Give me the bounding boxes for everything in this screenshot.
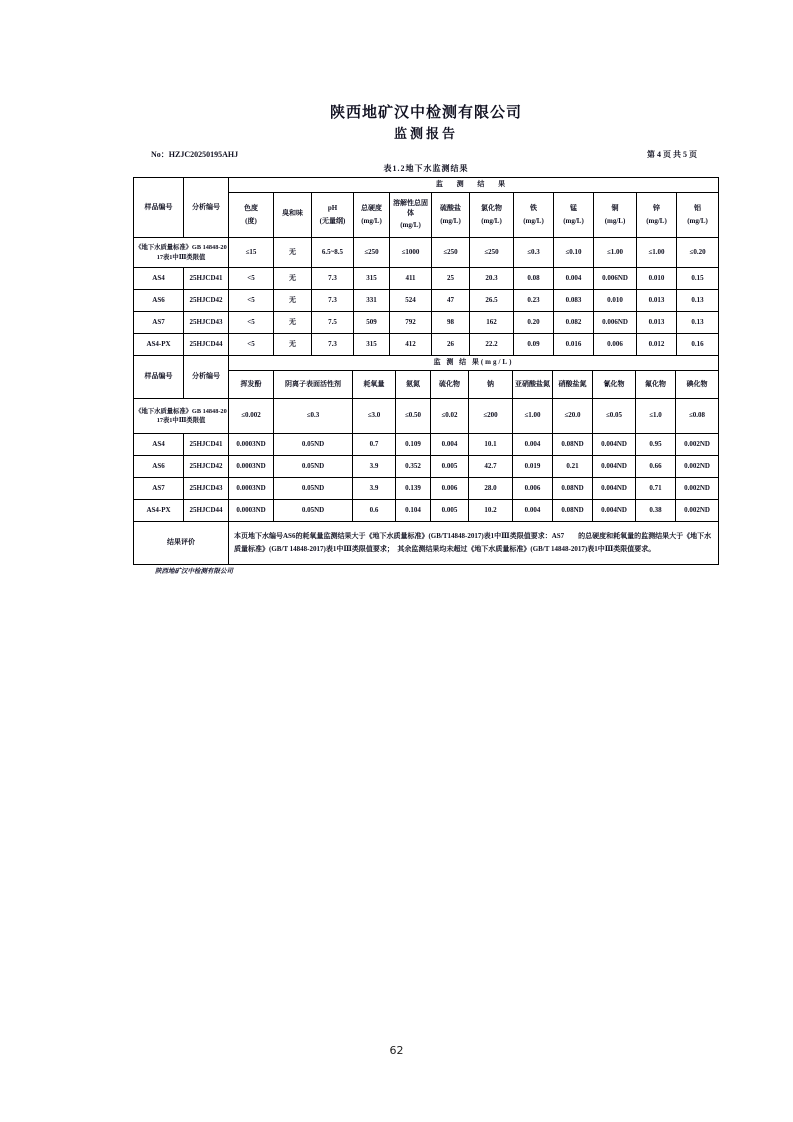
sample-id-cell: AS7: [134, 478, 184, 500]
value-cell: 0.104: [396, 500, 431, 522]
table-row: [134, 478, 719, 500]
value-cell: 0.21: [553, 456, 593, 478]
column-header-cell: 氟化物: [636, 371, 676, 399]
column-name: 硫酸盐: [440, 203, 461, 212]
value-cell: 25: [432, 268, 470, 290]
column-name: 氯化物: [481, 203, 502, 212]
value-cell: 20.3: [470, 268, 514, 290]
analysis-id-cell: 25HJCD41: [184, 268, 229, 290]
limit-value-cell: ≤1000: [390, 238, 432, 268]
table-row: [134, 290, 719, 312]
value-cell: 0.09: [514, 334, 554, 356]
value-cell: 47: [432, 290, 470, 312]
column-header-cell: 钠: [469, 371, 513, 399]
value-cell: 10.1: [469, 434, 513, 456]
analysis-id-header: 分析编号: [184, 356, 229, 399]
value-cell: 315: [354, 268, 390, 290]
company-stamp-note: 陕西地矿汉中检测有限公司: [155, 568, 233, 575]
limit-value-cell: ≤20.0: [553, 399, 593, 434]
column-unit: (mg/L): [361, 216, 382, 225]
value-cell: 0.38: [636, 500, 676, 522]
value-cell: 0.006ND: [594, 268, 637, 290]
limit-value-cell: ≤0.3: [274, 399, 353, 434]
value-cell: 0.13: [677, 312, 719, 334]
limit-row: [134, 238, 719, 268]
value-cell: 0.15: [677, 268, 719, 290]
column-unit: (mg/L): [646, 216, 667, 225]
column-header-cell: [514, 193, 554, 238]
value-cell: 0.0003ND: [229, 500, 274, 522]
value-cell: 22.2: [470, 334, 514, 356]
value-cell: 0.08ND: [553, 500, 593, 522]
analysis-id-cell: 25HJCD44: [184, 500, 229, 522]
column-name: 臭和味: [282, 208, 303, 217]
value-cell: 0.006: [594, 334, 637, 356]
column-unit: (mg/L): [563, 216, 584, 225]
value-cell: <5: [229, 312, 274, 334]
column-header-cell: [432, 193, 470, 238]
sample-id-cell: AS4-PX: [134, 500, 184, 522]
groundwater-table-1: [133, 177, 719, 356]
value-cell: 0.002ND: [676, 500, 719, 522]
table-caption: 表1.2地下水监测结果: [383, 164, 469, 173]
value-cell: 0.23: [514, 290, 554, 312]
evaluation-text: 本页地下水编号AS6的耗氧量监测结果大于《地下水质量标准》(GB/T14848-2017)表1中Ⅲ类限值要求：AS7 的总硬度和耗氧量的监测结果大于《地下水质量标准》(GB/T 14848-2017)表1中Ⅲ类限值要求； 其余监测结果均未超过《地下水质量标准》(GB/T 14848-2017)表1中Ⅲ类限值要求。: [229, 522, 719, 565]
limit-value-cell: 无: [274, 238, 312, 268]
value-cell: 0.004ND: [593, 456, 636, 478]
column-header-cell: [354, 193, 390, 238]
limit-value-cell: ≤1.00: [637, 238, 677, 268]
value-cell: <5: [229, 334, 274, 356]
value-cell: 0.013: [637, 312, 677, 334]
column-name: 色度: [244, 203, 258, 212]
limit-value-cell: ≤1.00: [513, 399, 553, 434]
value-cell: 0.012: [637, 334, 677, 356]
limit-value-cell: ≤0.02: [431, 399, 469, 434]
column-name: pH: [327, 203, 338, 212]
value-cell: 0.08ND: [553, 434, 593, 456]
column-header-cell: [554, 193, 594, 238]
limit-value-cell: ≤3.0: [353, 399, 396, 434]
value-cell: 0.006: [431, 478, 469, 500]
company-title: 陕西地矿汉中检测有限公司: [329, 105, 522, 121]
limit-value-cell: 6.5~8.5: [312, 238, 354, 268]
table-row: [134, 456, 719, 478]
value-cell: 0.019: [513, 456, 553, 478]
limit-value-cell: ≤0.50: [396, 399, 431, 434]
report-number: No：HZJC20250195AHJ: [151, 150, 239, 159]
value-cell: 3.9: [353, 456, 396, 478]
results-spanner-header: 监 测 结 果: [229, 178, 719, 193]
limit-value-cell: ≤1.0: [636, 399, 676, 434]
value-cell: 0.109: [396, 434, 431, 456]
value-cell: 0.6: [353, 500, 396, 522]
value-cell: 0.004: [554, 268, 594, 290]
value-cell: 0.0003ND: [229, 434, 274, 456]
value-cell: 无: [274, 312, 312, 334]
column-header-cell: [274, 193, 312, 238]
analysis-id-cell: 25HJCD42: [184, 290, 229, 312]
value-cell: 3.9: [353, 478, 396, 500]
value-cell: 0.139: [396, 478, 431, 500]
column-name: 总硬度: [361, 203, 382, 212]
value-cell: 0.95: [636, 434, 676, 456]
limit-value-cell: ≤0.05: [593, 399, 636, 434]
value-cell: 0.7: [353, 434, 396, 456]
value-cell: 0.13: [677, 290, 719, 312]
value-cell: 0.004ND: [593, 434, 636, 456]
value-cell: 0.016: [554, 334, 594, 356]
value-cell: 10.2: [469, 500, 513, 522]
limit-value-cell: ≤0.002: [229, 399, 274, 434]
value-cell: 331: [354, 290, 390, 312]
limit-label-cell: 《地下水质量标准》GB 14848-2017表1中Ⅲ类限值: [134, 399, 229, 434]
value-cell: 0.352: [396, 456, 431, 478]
value-cell: 524: [390, 290, 432, 312]
value-cell: 412: [390, 334, 432, 356]
value-cell: 0.71: [636, 478, 676, 500]
column-unit: (mg/L): [440, 216, 461, 225]
value-cell: 0.08ND: [553, 478, 593, 500]
meta-row: [133, 149, 719, 160]
value-cell: 7.3: [312, 334, 354, 356]
value-cell: 26: [432, 334, 470, 356]
value-cell: <5: [229, 268, 274, 290]
column-header-cell: [470, 193, 514, 238]
value-cell: 509: [354, 312, 390, 334]
column-unit: (mg/L): [481, 216, 502, 225]
value-cell: 98: [432, 312, 470, 334]
value-cell: 411: [390, 268, 432, 290]
results-spanner-header: 监 测 结 果(mg/L): [229, 356, 719, 371]
value-cell: 7.5: [312, 312, 354, 334]
column-name: 铝: [694, 203, 702, 212]
groundwater-table-2: [133, 355, 719, 565]
sample-id-header: 样品编号: [134, 356, 184, 399]
value-cell: 0.004ND: [593, 478, 636, 500]
value-cell: 0.004: [431, 434, 469, 456]
limit-label-cell: 《地下水质量标准》GB 14848-2017表1中Ⅲ类限值: [134, 238, 229, 268]
column-unit: (mg/L): [400, 221, 421, 230]
analysis-id-cell: 25HJCD43: [184, 312, 229, 334]
limit-value-cell: ≤0.3: [514, 238, 554, 268]
value-cell: 0.005: [431, 500, 469, 522]
value-cell: 42.7: [469, 456, 513, 478]
limit-value-cell: ≤200: [469, 399, 513, 434]
sample-id-cell: AS4-PX: [134, 334, 184, 356]
column-name: 锌: [653, 203, 660, 212]
value-cell: 无: [274, 268, 312, 290]
value-cell: 0.004: [513, 500, 553, 522]
value-cell: 0.0003ND: [229, 456, 274, 478]
sample-id-cell: AS6: [134, 290, 184, 312]
value-cell: 792: [390, 312, 432, 334]
value-cell: 7.3: [312, 290, 354, 312]
column-header-cell: 碘化物: [676, 371, 719, 399]
column-header-cell: 阴离子表面活性剂: [274, 371, 353, 399]
value-cell: 0.013: [637, 290, 677, 312]
column-unit: (无量纲): [319, 216, 346, 225]
value-cell: 无: [274, 334, 312, 356]
column-header-cell: [677, 193, 719, 238]
column-header-cell: 挥发酚: [229, 371, 274, 399]
value-cell: 0.20: [514, 312, 554, 334]
report-content: [133, 101, 719, 565]
limit-value-cell: ≤250: [354, 238, 390, 268]
column-header-cell: [594, 193, 637, 238]
limit-value-cell: ≤250: [470, 238, 514, 268]
column-header-cell: 硝酸盐氮: [553, 371, 593, 399]
column-unit: (度): [245, 216, 257, 225]
value-cell: 无: [274, 290, 312, 312]
limit-value-cell: ≤0.08: [676, 399, 719, 434]
table-row: [134, 312, 719, 334]
column-header-cell: 氰化物: [593, 371, 636, 399]
column-unit: (mg/L): [687, 216, 708, 225]
column-name: 铁: [530, 203, 537, 212]
column-unit: (mg/L): [604, 216, 626, 225]
limit-value-cell: ≤0.10: [554, 238, 594, 268]
analysis-id-cell: 25HJCD44: [184, 334, 229, 356]
value-cell: 0.16: [677, 334, 719, 356]
evaluation-row: [134, 522, 719, 565]
column-unit: (mg/L): [523, 216, 544, 225]
column-header-cell: 亚硝酸盐氮: [513, 371, 553, 399]
report-title: 监测报告: [393, 126, 458, 141]
column-name: 溶解性总固体: [393, 198, 428, 217]
value-cell: <5: [229, 290, 274, 312]
limit-value-cell: ≤1.00: [594, 238, 637, 268]
value-cell: 0.006: [513, 478, 553, 500]
value-cell: 0.002ND: [676, 478, 719, 500]
column-header-cell: 硫化物: [431, 371, 469, 399]
value-cell: 315: [354, 334, 390, 356]
value-cell: 0.083: [554, 290, 594, 312]
value-cell: 162: [470, 312, 514, 334]
table-row: [134, 268, 719, 290]
value-cell: 0.05ND: [274, 478, 353, 500]
table-row: [134, 500, 719, 522]
analysis-id-cell: 25HJCD43: [184, 478, 229, 500]
value-cell: 0.004ND: [593, 500, 636, 522]
value-cell: 26.5: [470, 290, 514, 312]
value-cell: 0.010: [637, 268, 677, 290]
limit-value-cell: ≤250: [432, 238, 470, 268]
table-header-row: [134, 178, 719, 193]
value-cell: 0.05ND: [274, 434, 353, 456]
value-cell: 0.082: [554, 312, 594, 334]
table-row: [134, 334, 719, 356]
value-cell: 0.006ND: [594, 312, 637, 334]
analysis-id-cell: 25HJCD42: [184, 456, 229, 478]
value-cell: 0.66: [636, 456, 676, 478]
value-cell: 0.002ND: [676, 434, 719, 456]
evaluation-label: 结果评价: [134, 522, 229, 565]
column-name: 铜: [611, 203, 619, 212]
column-header-cell: [637, 193, 677, 238]
value-cell: 28.0: [469, 478, 513, 500]
page-number: 62: [389, 1044, 404, 1057]
column-header-cell: [312, 193, 354, 238]
limit-row: [134, 399, 719, 434]
analysis-id-cell: 25HJCD41: [184, 434, 229, 456]
value-cell: 0.010: [594, 290, 637, 312]
value-cell: 0.05ND: [274, 456, 353, 478]
column-header-cell: [390, 193, 432, 238]
column-header-cell: [229, 193, 274, 238]
value-cell: 0.005: [431, 456, 469, 478]
table-header-row: [134, 356, 719, 371]
column-header-cell: 氨氮: [396, 371, 431, 399]
limit-value-cell: ≤0.20: [677, 238, 719, 268]
value-cell: 0.004: [513, 434, 553, 456]
sample-id-header: 样品编号: [134, 178, 184, 238]
value-cell: 0.002ND: [676, 456, 719, 478]
value-cell: 0.08: [514, 268, 554, 290]
column-header-cell: 耗氧量: [353, 371, 396, 399]
value-cell: 0.0003ND: [229, 478, 274, 500]
sample-id-cell: AS7: [134, 312, 184, 334]
sample-id-cell: AS6: [134, 456, 184, 478]
column-name: 锰: [570, 203, 577, 212]
value-cell: 0.05ND: [274, 500, 353, 522]
value-cell: 7.3: [312, 268, 354, 290]
sample-id-cell: AS4: [134, 434, 184, 456]
sample-id-cell: AS4: [134, 268, 184, 290]
analysis-id-header: 分析编号: [184, 178, 229, 238]
page-indicator: 第 4 页 共 5 页: [647, 150, 697, 159]
limit-value-cell: ≤15: [229, 238, 274, 268]
table-row: [134, 434, 719, 456]
